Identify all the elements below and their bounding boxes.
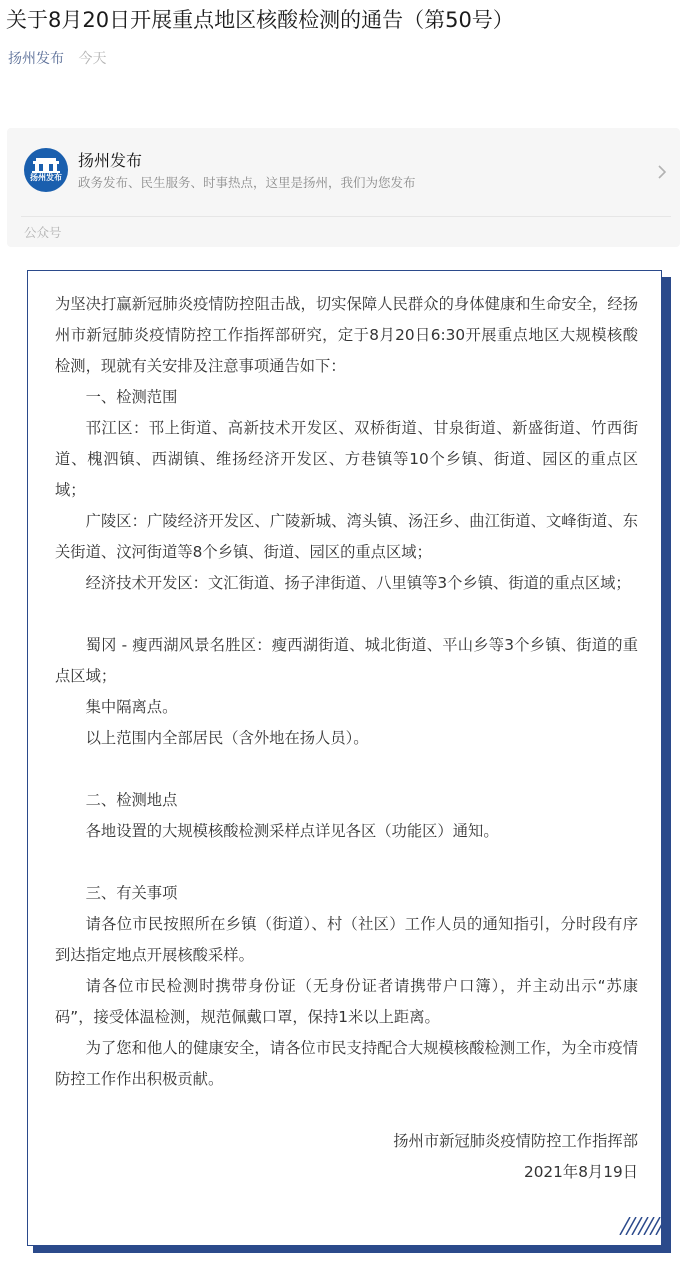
chevron-right-icon[interactable] [655,164,669,180]
list-item: 邗江区：邗上街道、高新技术开发区、双桥街道、甘泉街道、新盛街道、竹西街道、槐泗镇、西湖镇、维扬经济开发区、方巷镇等10个乡镇、街道、园区的重点区域； [55,419,638,499]
list-item: 请各位市民检测时携带身份证（无身份证者请携带户口簿），并主动出示“苏康码”，接受体温检测，规范佩戴口罩，保持1米以上距离。 [55,977,638,1026]
section-heading: 三、有关事项 [85,884,178,902]
avatar-text: 扬州发布 [30,173,62,182]
section-text: 各地设置的大规模核酸检测采样点详见各区（功能区）通知。 [85,822,499,840]
divider [21,216,671,217]
account-card[interactable] [7,128,680,247]
signature-date: 2021年8月19日 [523,1163,638,1181]
section-heading: 二、检测地点 [85,791,178,809]
author-link[interactable]: 扬州发布 [8,51,64,67]
city-gate-logo-icon [24,148,68,192]
list-item: 请各位市民按照所在乡镇（街道）、村（社区）工作人员的通知指引，分时段有序到达指定地点开展核酸采样。 [55,915,638,964]
article-title: 关于8月20日开展重点地区核酸检测的通告（第50号） [6,8,514,32]
account-description: 政务发布、民生服务、时事热点，这里是扬州，我们为您发布 [78,175,416,190]
list-item: 经济技术开发区：文汇街道、扬子津街道、八里镇等3个乡镇、街道的重点区域； [85,574,631,592]
list-item: 以上范围内全部居民（含外地在扬人员）。 [85,729,369,747]
article-meta [8,48,106,68]
list-item: 为了您和他人的健康安全，请各位市民支持配合大规模核酸检测工作，为全市疫情防控工作作出积极贡献。 [55,1039,638,1088]
publish-time: 今天 [78,51,107,67]
hatch-decoration-icon [618,1217,662,1235]
list-item: 广陵区：广陵经济开发区、广陵新城、湾头镇、汤汪乡、曲江街道、文峰街道、东关街道、汶河街道等8个乡镇、街道、园区的重点区域； [55,512,638,561]
signature-org: 扬州市新冠肺炎疫情防控工作指挥部 [393,1132,638,1150]
avatar [24,148,68,192]
list-item: 蜀冈 - 瘦西湖风景名胜区：瘦西湖街道、城北街道、平山乡等3个乡镇、街道的重点区域； [55,636,638,685]
account-name[interactable]: 扬州发布 [78,151,143,170]
intro-paragraph: 为坚决打赢新冠肺炎疫情防控阻击战，切实保障人民群众的身体健康和生命安全，经扬州市新冠肺炎疫情防控工作指挥部研究，定于8月20日6:30开展重点地区大规模核酸检测，现就有关安排及注意事项通告如下： [55,295,638,375]
list-item: 集中隔离点。 [85,698,178,716]
notice-body [27,270,662,1246]
section-heading: 一、检测范围 [85,388,178,406]
account-type-label: 公众号 [24,225,62,240]
